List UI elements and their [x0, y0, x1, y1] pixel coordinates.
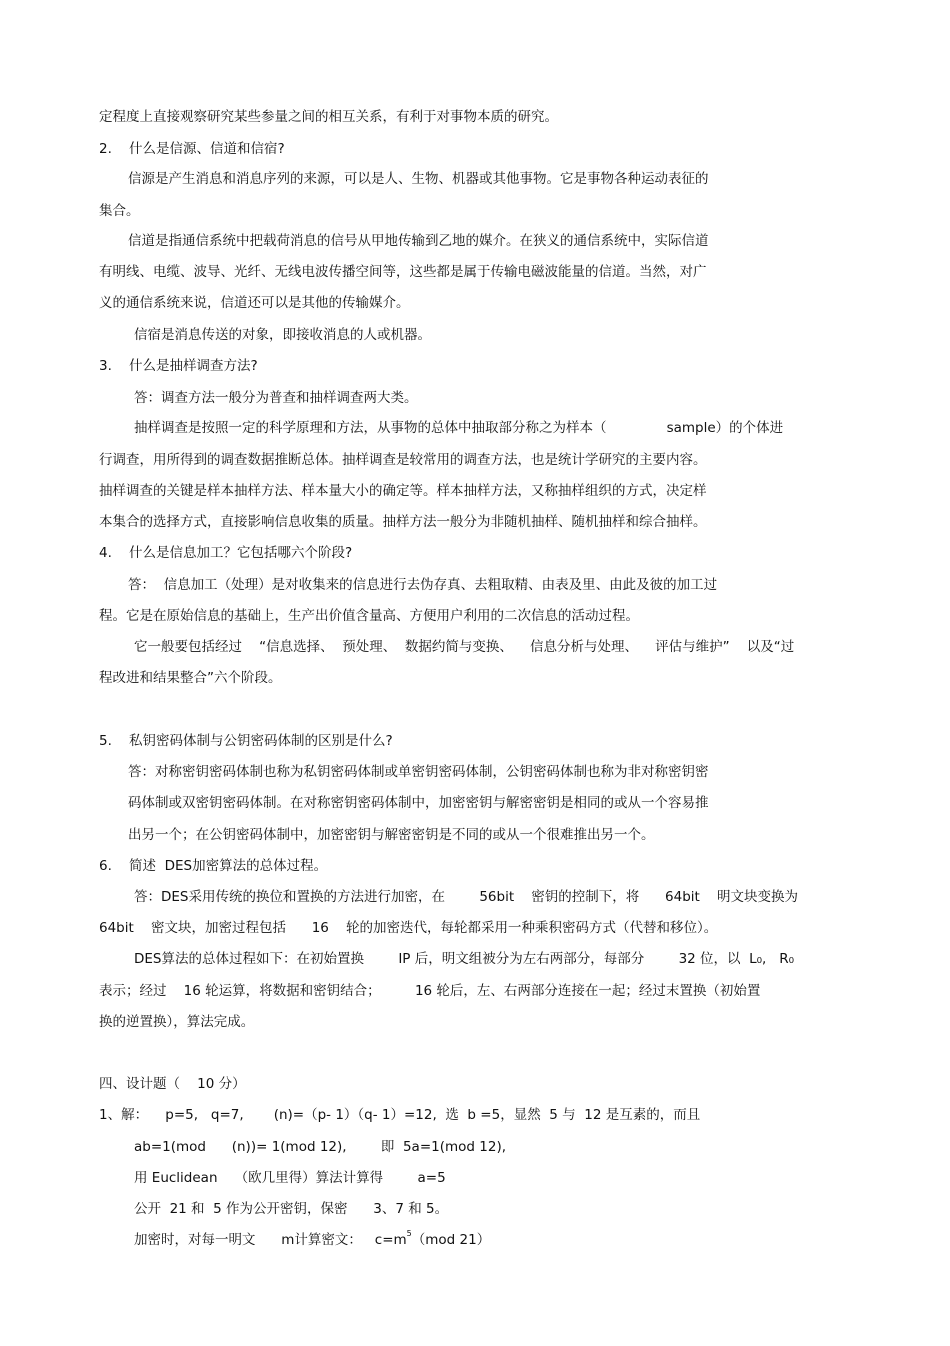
- text-line: 用 Euclidean （欧几里得）算法计算得 a=5: [134, 1170, 446, 1186]
- text-line: 程改进和结果整合”六个阶段。: [99, 670, 282, 686]
- text-line: 答： 信息加工（处理）是对收集来的信息进行去伪存真、去粗取精、由表及里、由此及彼的加工过: [128, 577, 718, 593]
- formula-line: [134, 1231, 490, 1249]
- text-line: ab=1(mod (n))= 1(mod 12), 即 5a=1(mod 12),: [134, 1139, 507, 1155]
- text-line: 行调查，用所得到的调查数据推断总体。抽样调查是较常用的调查方法，也是统计学研究的主要内容。: [99, 452, 707, 468]
- question-heading: 4. 什么是信息加工？它包括哪六个阶段?: [99, 545, 353, 561]
- text-line: 集合。: [99, 203, 140, 219]
- text-line: 答：DES采用传统的换位和置换的方法进行加密，在 56bit 密钥的控制下，将 64bit 明文块变换为: [134, 889, 798, 905]
- text-line: 它一般要包括经过 “信息选择、 预处理、 数据约简与变换、 信息分析与处理、 评估与维护” 以及“过: [134, 639, 795, 655]
- section-heading: 四、设计题（ 10 分）: [99, 1076, 246, 1092]
- text-line: 答：对称密钥密码体制也称为私钥密码体制或单密钥密码体制，公钥密码体制也称为非对称密钥密: [128, 764, 709, 780]
- text-line: 信道是指通信系统中把载荷消息的信号从甲地传输到乙地的媒介。在狭义的通信系统中，实际信道: [128, 233, 709, 249]
- text-line: 换的逆置换），算法完成。: [99, 1014, 255, 1030]
- text-line: 1、解： p=5, q=7, (n)=（p- 1）（q- 1）=12, 选 b =5，显然 5 与 12 是互素的，而且: [99, 1107, 701, 1123]
- text-line: 定程度上直接观察研究某些参量之间的相互关系，有利于对事物本质的研究。: [99, 109, 558, 125]
- exponent: 5: [406, 1229, 412, 1238]
- text-line: 64bit 密文块，加密过程包括 16 轮的加密迭代，每轮都采用一种乘积密码方式（代替和移位）。: [99, 920, 718, 936]
- text-line: 出另一个；在公钥密码体制中，加密密钥与解密密钥是不同的或从一个很难推出另一个。: [128, 827, 655, 843]
- text-line: 答：调查方法一般分为普查和抽样调查两大类。: [134, 390, 418, 406]
- text-line: 程。它是在原始信息的基础上，生产出价值含量高、方便用户利用的二次信息的活动过程。: [99, 608, 639, 624]
- text-line: 信源是产生消息和消息序列的来源，可以是人、生物、机器或其他事物。它是事物各种运动表征的: [128, 171, 709, 187]
- text-line: 抽样调查是按照一定的科学原理和方法，从事物的总体中抽取部分称之为样本（ sample）的个体进: [134, 420, 784, 436]
- text-line: 抽样调查的关键是样本抽样方法、样本量大小的确定等。样本抽样方法，又称抽样组织的方式，决定样: [99, 483, 707, 499]
- question-heading: 3. 什么是抽样调查方法?: [99, 358, 258, 374]
- text-line: 码体制或双密钥密码体制。在对称密钥密码体制中，加密密钥与解密密钥是相同的或从一个容易推: [128, 795, 709, 811]
- text-line: DES算法的总体过程如下：在初始置换 IP 后，明文组被分为左右两部分，每部分 32 位，以 L₀, R₀: [134, 951, 795, 967]
- question-heading: 5. 私钥密码体制与公钥密码体制的区别是什么?: [99, 733, 393, 749]
- formula-modulus: （mod 21）: [411, 1232, 491, 1248]
- text-line: 义的通信系统来说，信道还可以是其他的传输媒介。: [99, 295, 410, 311]
- text-line: 本集合的选择方式，直接影响信息收集的质量。抽样方法一般分为非随机抽样、随机抽样和综合抽样。: [99, 514, 707, 530]
- text-line: 信宿是消息传送的对象，即接收消息的人或机器。: [134, 327, 431, 343]
- text-line: 有明线、电缆、波导、光纤、无线电波传播空间等，这些都是属于传输电磁波能量的信道。当然，对广: [99, 264, 707, 280]
- question-heading: 2. 什么是信源、信道和信宿?: [99, 141, 285, 157]
- text-line: 表示；经过 16 轮运算，将数据和密钥结合； 16 轮后，左、右两部分连接在一起；经过末置换（初始置: [99, 983, 761, 999]
- formula-text: 加密时，对每一明文 m计算密文： c=m: [134, 1232, 407, 1248]
- question-heading: 6. 简述 DES加密算法的总体过程。: [99, 858, 328, 874]
- text-line: 公开 21 和 5 作为公开密钥，保密 3、7 和 5。: [134, 1201, 449, 1217]
